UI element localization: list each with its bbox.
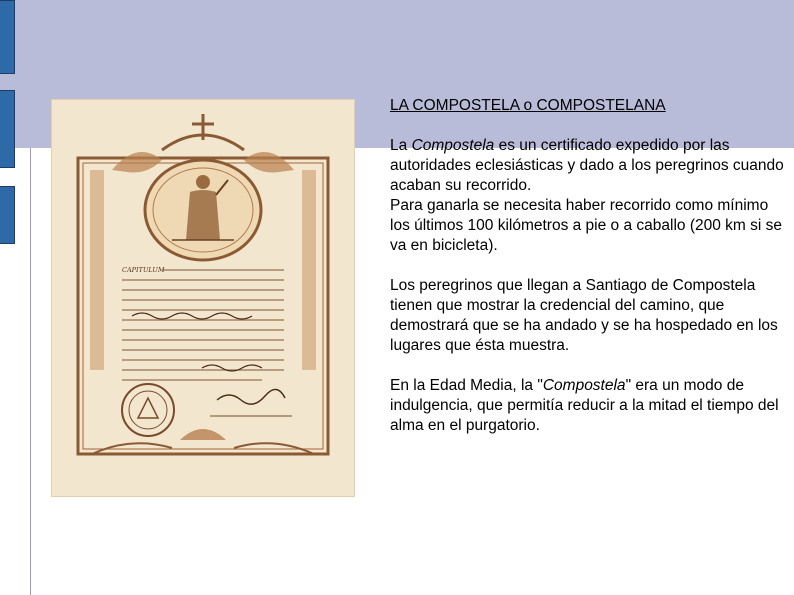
compostela-certificate-image xyxy=(52,100,354,496)
paragraph1-part2: es un certificado expedido por las autoridades eclesiásticas y dado a los peregrinos cuando acaban su recorrido. xyxy=(390,137,784,194)
paragraph1-line2: Para ganarla se necesita haber recorrido como mínimo los últimos 100 kilómetros a pie o a caballo (200 km si se va en bicicleta). xyxy=(390,197,782,254)
certificate-illustration xyxy=(52,100,354,496)
paragraph-credential: Los peregrinos que llegan a Santiago de Compostela tienen que mostrar la credencial del camino, que demostrará que se ha andado y se ha hospedado en los lugares que ésta muestra. xyxy=(390,277,778,354)
certificate-heading: CAPITULUM xyxy=(122,266,165,274)
paragraph3-part2: " era un modo de indulgencia, que permitía reducir a la mitad el tiempo del alma en el purgatorio. xyxy=(390,377,779,434)
sidebar-tab-3[interactable] xyxy=(0,186,15,244)
paragraph1-part1: La xyxy=(390,137,412,154)
paragraph3-italic: Compostela xyxy=(542,377,626,394)
sidebar-tab-1[interactable] xyxy=(0,0,15,74)
paragraph1-italic: Compostela xyxy=(411,137,495,154)
sidebar-tab-2[interactable] xyxy=(0,90,15,168)
slide-text-area xyxy=(390,96,790,456)
paragraph-definition xyxy=(390,136,790,256)
slide-title: LA COMPOSTELA o COMPOSTELANA xyxy=(390,97,666,114)
paragraph-history xyxy=(390,376,790,436)
paragraph3-part1: En la Edad Media, la " xyxy=(390,377,543,394)
